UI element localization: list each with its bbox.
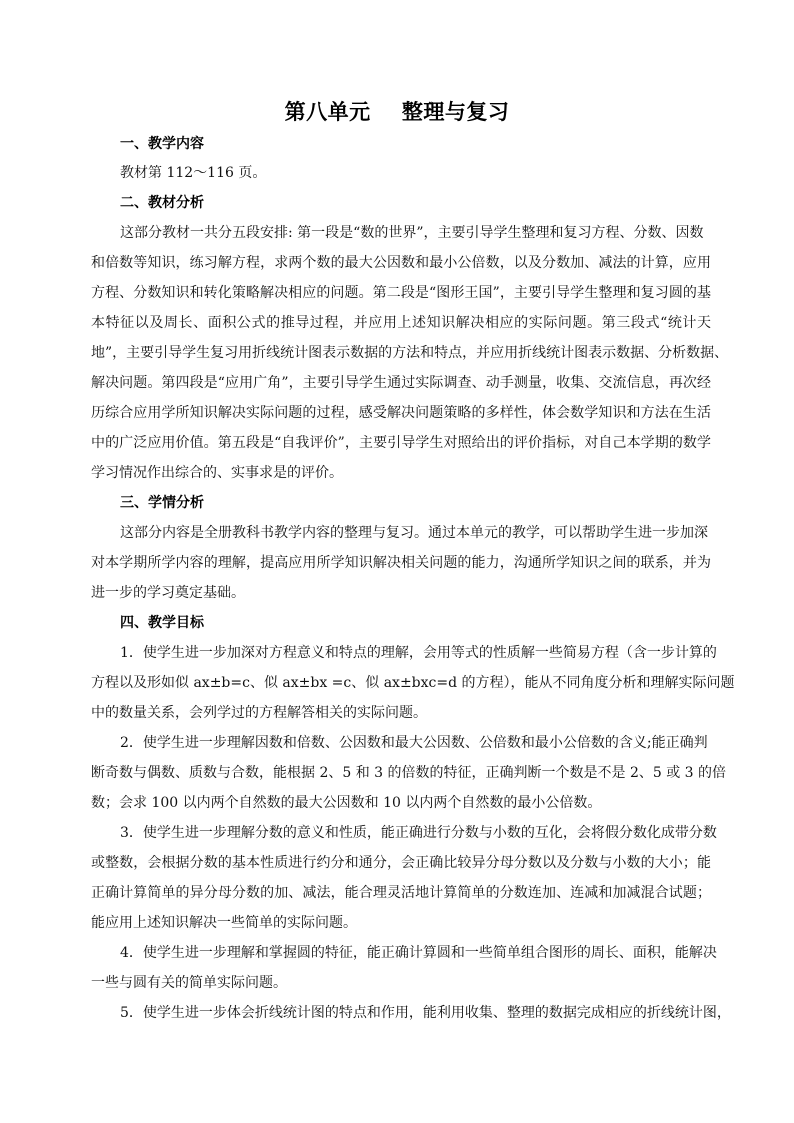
paragraph-line: 2．使学生进一步理解因数和倍数、公因数和最大公因数、公倍数和最小公倍数的含义;能正确判 [120,735,708,751]
paragraph-line: 3．使学生进一步理解分数的意义和性质，能正确进行分数与小数的互化，会将假分数化成带分数 [120,825,717,841]
paragraph-line: 5．使学生进一步体会折线统计图的特点和作用，能利用收集、整理的数据完成相应的折线统计图， [120,1005,731,1021]
paragraph-line: 学习情况作出综合的、实事求是的评价。 [91,465,343,481]
paragraph-line: 方程、分数知识和转化策略解决相应的问题。第二段是“图形王国”，主要引导学生整理和复习圆的基 [91,285,711,301]
paragraph-line: 4．使学生进一步理解和掌握圆的特征，能正确计算圆和一些简单组合图形的周长、面积，能解决 [120,945,717,961]
paragraph-line: 方程以及形如似 ax±b=c、似 ax±bx =c、似 ax±bxc=d 的方程），能从不同角度分析和理解实际问题 [91,675,735,691]
section-heading-teaching-goals: 四、教学目标 [120,615,204,631]
section-heading-material-analysis: 二、教材分析 [120,195,204,211]
page-title: 第八单元 整理与复习 [284,100,510,124]
paragraph-line: 中的数量关系，会列学过的方程解答相关的实际问题。 [91,705,427,721]
section-heading-teaching-content: 一、教学内容 [120,136,204,152]
paragraph-line: 和倍数等知识，练习解方程，求两个数的最大公因数和最小公倍数，以及分数加、减法的计算，应用 [91,255,711,271]
paragraph-line: 这部分教材一共分五段安排: 第一段是“数的世界”，主要引导学生整理和复习方程、分数、因数 [120,225,704,241]
section-heading-student-analysis: 三、学情分析 [120,495,204,511]
paragraph-line: 或整数，会根据分数的基本性质进行约分和通分，会正确比较异分母分数以及分数与小数的大小；能 [91,855,711,871]
paragraph-line: 对本学期所学内容的理解，提高应用所学知识解决相关问题的能力，沟通所学知识之间的联系，并为 [91,555,711,571]
paragraph-line: 这部分内容是全册教科书教学内容的整理与复习。通过本单元的教学，可以帮助学生进一步加深 [120,525,708,541]
paragraph-line: 教材第 112～116 页。 [120,165,267,181]
paragraph-line: 地”，主要引导学生复习用折线统计图表示数据的方法和特点，并应用折线统计图表示数据、分析数据、 [91,345,729,361]
paragraph-line: 能应用上述知识解决一些简单的实际问题。 [91,915,357,931]
paragraph-line: 历综合应用学所知识解决实际问题的过程，感受解决问题策略的多样性，体会数学知识和方法在生活 [91,405,711,421]
paragraph-line: 解决问题。第四段是“应用广角”，主要引导学生通过实际调查、动手测量，收集、交流信息，再次经 [91,375,711,391]
paragraph-line: 正确计算简单的异分母分数的加、减法，能合理灵活地计算简单的分数连加、连减和加减混合试题； [91,885,711,901]
paragraph-line: 1．使学生进一步加深对方程意义和特点的理解，会用等式的性质解一些简易方程（含一步计算的 [120,645,717,661]
paragraph-line: 断奇数与偶数、质数与合数，能根据 2、5 和 3 的倍数的特征，正确判断一个数是不是 2、5 或 3 的倍 [91,765,727,781]
paragraph-line: 数；会求 100 以内两个自然数的最大公因数和 10 以内两个自然数的最小公倍数。 [91,795,602,811]
paragraph-line: 进一步的学习奠定基础。 [91,585,245,601]
paragraph-line: 中的广泛应用价值。第五段是“自我评价”，主要引导学生对照给出的评价指标，对自己本学期的数学 [91,435,711,451]
paragraph-line: 一些与圆有关的简单实际问题。 [91,975,287,991]
paragraph-line: 本特征以及周长、面积公式的推导过程，并应用上述知识解决相应的实际问题。第三段式“统计天 [91,315,711,331]
